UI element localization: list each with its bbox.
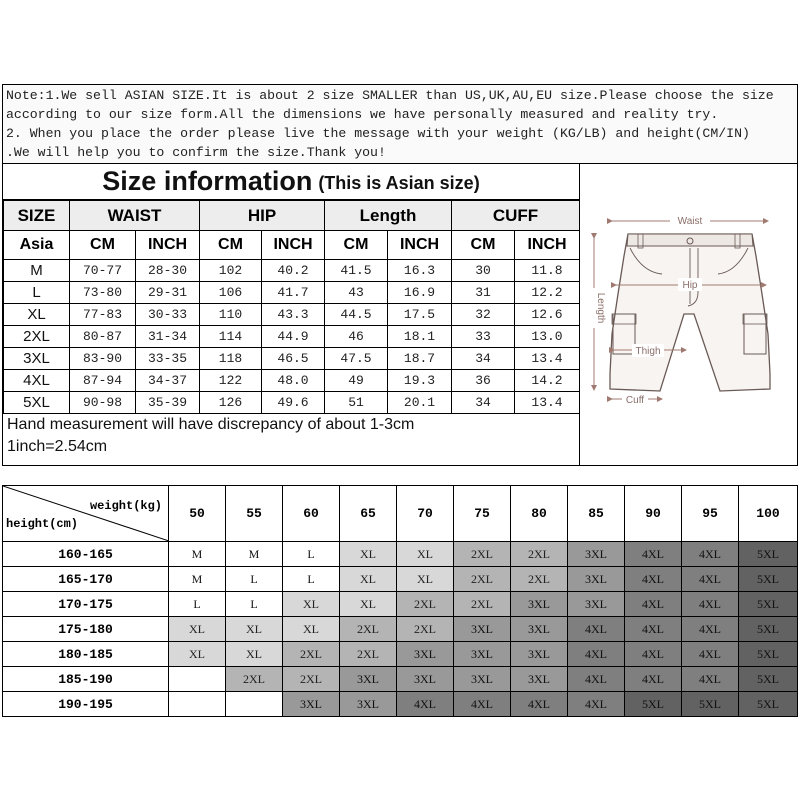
height-row [3, 567, 798, 592]
size-value-cell: 31 [452, 282, 515, 304]
weight-header-cell: 60 [283, 486, 340, 542]
weight-header-cell: 65 [340, 486, 397, 542]
size-value-cell: 36 [452, 370, 515, 392]
size-value-cell: 83-90 [70, 348, 136, 370]
size-value-cell: 30 [452, 260, 515, 282]
corner-diagonal [3, 486, 169, 541]
size-recommendation-cell: 3XL [511, 617, 568, 642]
size-recommendation-cell: 4XL [682, 642, 739, 667]
size-recommendation-cell: XL [397, 542, 454, 567]
size-info-subtitle: (This is Asian size) [318, 173, 480, 193]
size-label-cell: 2XL [4, 326, 70, 348]
size-row [4, 260, 580, 282]
size-value-cell: 40.2 [262, 260, 325, 282]
size-recommendation-cell: 4XL [682, 542, 739, 567]
height-range-cell: 185-190 [3, 667, 169, 692]
size-info-title [3, 164, 579, 200]
size-recommendation-cell: 3XL [283, 692, 340, 717]
weight-axis-label: weight(kg) [89, 499, 162, 513]
size-recommendation-cell: 4XL [625, 642, 682, 667]
size-value-cell: 41.5 [325, 260, 388, 282]
size-recommendation-cell: XL [169, 642, 226, 667]
size-recommendation-cell: 3XL [511, 667, 568, 692]
size-recommendation-cell: 3XL [397, 642, 454, 667]
size-recommendation-cell: XL [340, 592, 397, 617]
size-value-cell: 20.1 [388, 392, 452, 414]
sub-header-cell: Asia [4, 231, 70, 260]
size-value-cell: 122 [200, 370, 262, 392]
size-value-cell: 44.9 [262, 326, 325, 348]
inch-conversion-note: 1inch=2.54cm [7, 438, 108, 455]
weight-header-cell: 55 [226, 486, 283, 542]
size-value-cell: 19.3 [388, 370, 452, 392]
group-waist: WAIST [70, 201, 200, 231]
weight-header-cell: 50 [169, 486, 226, 542]
size-value-cell: 70-77 [70, 260, 136, 282]
size-recommendation-cell: 2XL [511, 567, 568, 592]
size-recommendation-cell: XL [226, 617, 283, 642]
size-recommendation-cell: 3XL [397, 667, 454, 692]
weight-header-cell: 100 [739, 486, 798, 542]
shorts-diagram [579, 163, 798, 466]
size-value-cell: 12.2 [515, 282, 580, 304]
size-value-cell: 80-87 [70, 326, 136, 348]
size-recommendation-cell: 4XL [682, 592, 739, 617]
size-row [4, 348, 580, 370]
size-recommendation-cell: 3XL [454, 617, 511, 642]
size-value-cell: 32 [452, 304, 515, 326]
size-row [4, 304, 580, 326]
size-label-cell: 3XL [4, 348, 70, 370]
size-value-cell: 46 [325, 326, 388, 348]
size-recommendation-cell: 3XL [340, 692, 397, 717]
size-value-cell: 29-31 [136, 282, 200, 304]
size-recommendation-cell: 2XL [397, 592, 454, 617]
size-info-panel [2, 163, 580, 466]
sub-header-cell: CM [325, 231, 388, 260]
group-length: Length [325, 201, 452, 231]
size-label-cell: L [4, 282, 70, 304]
size-recommendation-cell: 2XL [454, 567, 511, 592]
size-value-cell: 34 [452, 392, 515, 414]
size-value-cell: 106 [200, 282, 262, 304]
size-recommendation-cell: L [226, 592, 283, 617]
size-value-cell: 18.1 [388, 326, 452, 348]
size-table [3, 200, 580, 414]
height-row [3, 692, 798, 717]
size-recommendation-cell: 4XL [511, 692, 568, 717]
size-recommendation-cell: 3XL [568, 567, 625, 592]
size-value-cell: 49.6 [262, 392, 325, 414]
size-value-cell: 34 [452, 348, 515, 370]
note-line-1: Note:1.We sell ASIAN SIZE.It is about 2 size SMALLER than US,UK,AU,EU size.Please choose the size [6, 88, 774, 103]
size-value-cell: 18.7 [388, 348, 452, 370]
size-recommendation-cell: 5XL [739, 567, 798, 592]
thigh-label: Thigh [635, 346, 661, 357]
size-value-cell: 34-37 [136, 370, 200, 392]
cuff-label: Cuff [625, 395, 645, 406]
size-recommendation-cell: 3XL [568, 592, 625, 617]
size-recommendation-cell: 2XL [454, 542, 511, 567]
sub-header-cell: CM [70, 231, 136, 260]
size-recommendation-cell: 5XL [739, 667, 798, 692]
height-axis-label: height(cm) [6, 517, 79, 531]
size-value-cell: 33-35 [136, 348, 200, 370]
hand-measure-note: Hand measurement will have discrepancy of about 1-3cm [7, 416, 415, 433]
size-value-cell: 28-30 [136, 260, 200, 282]
size-recommendation-cell: M [226, 542, 283, 567]
height-row [3, 542, 798, 567]
height-range-cell: 160-165 [3, 542, 169, 567]
size-recommendation-cell: 2XL [283, 642, 340, 667]
size-recommendation-cell: M [169, 567, 226, 592]
size-value-cell: 77-83 [70, 304, 136, 326]
height-range-cell: 180-185 [3, 642, 169, 667]
size-recommendation-cell: L [226, 567, 283, 592]
size-value-cell: 13.4 [515, 392, 580, 414]
size-recommendation-cell: M [169, 542, 226, 567]
size-recommendation-cell: 5XL [739, 642, 798, 667]
size-recommendation-cell: 3XL [511, 642, 568, 667]
weight-header-cell: 85 [568, 486, 625, 542]
size-recommendation-cell: 2XL [511, 542, 568, 567]
size-value-cell: 31-34 [136, 326, 200, 348]
size-value-cell: 12.6 [515, 304, 580, 326]
size-recommendation-cell: 4XL [682, 667, 739, 692]
size-value-cell: 17.5 [388, 304, 452, 326]
size-value-cell: 35-39 [136, 392, 200, 414]
size-recommendation-cell: 5XL [682, 692, 739, 717]
height-row [3, 667, 798, 692]
size-note [2, 84, 798, 164]
shorts-diagram-image [580, 164, 797, 465]
size-recommendation-cell: 3XL [454, 642, 511, 667]
size-value-cell: 14.2 [515, 370, 580, 392]
size-value-cell: 51 [325, 392, 388, 414]
size-recommendation-cell: 2XL [283, 667, 340, 692]
size-recommendation-cell: 4XL [568, 642, 625, 667]
size-recommendation-cell: 3XL [511, 592, 568, 617]
sub-header-cell: INCH [136, 231, 200, 260]
size-value-cell: 48.0 [262, 370, 325, 392]
weight-height-chart [2, 485, 798, 717]
height-row [3, 617, 798, 642]
size-recommendation-cell: 4XL [568, 667, 625, 692]
size-recommendation-cell: 2XL [226, 667, 283, 692]
size-recommendation-cell: L [169, 592, 226, 617]
size-recommendation-cell: 5XL [739, 617, 798, 642]
size-recommendation-cell: 4XL [625, 667, 682, 692]
size-value-cell: 73-80 [70, 282, 136, 304]
size-recommendation-cell: 4XL [682, 567, 739, 592]
length-label: Length [595, 292, 606, 324]
note-line-2: according to our size form.All the dimensions we have personally measured and reality try. [6, 107, 719, 122]
height-range-cell: 170-175 [3, 592, 169, 617]
size-recommendation-cell: 2XL [340, 642, 397, 667]
size-value-cell: 33 [452, 326, 515, 348]
size-value-cell: 30-33 [136, 304, 200, 326]
size-recommendation-cell: 5XL [739, 692, 798, 717]
size-table-group-header [4, 201, 580, 231]
size-recommendation-cell: 4XL [568, 617, 625, 642]
size-value-cell: 11.8 [515, 260, 580, 282]
note-line-4: .We will help you to confirm the size.Thank you! [6, 145, 386, 160]
size-recommendation-cell: 5XL [739, 592, 798, 617]
size-value-cell: 43 [325, 282, 388, 304]
size-label-cell: M [4, 260, 70, 282]
size-recommendation-cell: 4XL [625, 617, 682, 642]
size-recommendation-cell: XL [169, 617, 226, 642]
size-recommendation-cell: 4XL [682, 617, 739, 642]
size-value-cell: 46.5 [262, 348, 325, 370]
size-recommendation-cell: 3XL [340, 667, 397, 692]
size-value-cell: 13.4 [515, 348, 580, 370]
weight-chart-body [3, 542, 798, 717]
size-value-cell: 102 [200, 260, 262, 282]
height-range-cell: 190-195 [3, 692, 169, 717]
size-recommendation-cell: 4XL [625, 592, 682, 617]
size-value-cell: 44.5 [325, 304, 388, 326]
size-value-cell: 90-98 [70, 392, 136, 414]
size-value-cell: 110 [200, 304, 262, 326]
size-recommendation-cell: 5XL [625, 692, 682, 717]
size-recommendation-cell: XL [283, 617, 340, 642]
weight-header-cell: 95 [682, 486, 739, 542]
size-value-cell: 126 [200, 392, 262, 414]
size-value-cell: 47.5 [325, 348, 388, 370]
size-value-cell: 43.3 [262, 304, 325, 326]
size-recommendation-cell: 4XL [625, 542, 682, 567]
size-recommendation-cell: XL [397, 567, 454, 592]
size-value-cell: 49 [325, 370, 388, 392]
note-line-3: 2. When you place the order please live the message with your weight (KG/LB) and height(CM/IN) [6, 126, 750, 141]
size-value-cell: 114 [200, 326, 262, 348]
size-recommendation-cell: L [283, 542, 340, 567]
height-range-cell: 165-170 [3, 567, 169, 592]
size-recommendation-cell: 2XL [397, 617, 454, 642]
sub-header-cell: INCH [515, 231, 580, 260]
size-recommendation-cell: XL [283, 592, 340, 617]
height-row [3, 642, 798, 667]
size-recommendation-cell [169, 692, 226, 717]
size-table-body [4, 260, 580, 414]
sub-header-cell: CM [200, 231, 262, 260]
size-row [4, 282, 580, 304]
size-recommendation-cell: XL [340, 567, 397, 592]
chart-corner [3, 486, 169, 542]
weight-header-cell: 75 [454, 486, 511, 542]
size-row [4, 370, 580, 392]
size-value-cell: 41.7 [262, 282, 325, 304]
size-recommendation-cell: 2XL [340, 617, 397, 642]
sub-header-cell: INCH [262, 231, 325, 260]
group-size: SIZE [4, 201, 70, 231]
hip-label: Hip [682, 280, 698, 291]
size-label-cell: 5XL [4, 392, 70, 414]
height-range-cell: 175-180 [3, 617, 169, 642]
size-recommendation-cell: 3XL [568, 542, 625, 567]
sub-header-cell: CM [452, 231, 515, 260]
size-recommendation-cell [226, 692, 283, 717]
size-recommendation-cell: 2XL [454, 592, 511, 617]
size-value-cell: 118 [200, 348, 262, 370]
weight-header-row [3, 486, 798, 542]
weight-header-cell: 90 [625, 486, 682, 542]
waist-label: Waist [677, 216, 703, 227]
group-cuff: CUFF [452, 201, 580, 231]
size-value-cell: 87-94 [70, 370, 136, 392]
size-table-sub-header [4, 231, 580, 260]
size-info-heading: Size information [102, 166, 313, 196]
size-row [4, 392, 580, 414]
size-recommendation-cell: XL [226, 642, 283, 667]
size-recommendation-cell [169, 667, 226, 692]
weight-header-cell: 80 [511, 486, 568, 542]
group-hip: HIP [200, 201, 325, 231]
size-recommendation-cell: 4XL [568, 692, 625, 717]
size-value-cell: 13.0 [515, 326, 580, 348]
size-row [4, 326, 580, 348]
height-row [3, 592, 798, 617]
size-recommendation-cell: 3XL [454, 667, 511, 692]
size-value-cell: 16.3 [388, 260, 452, 282]
size-recommendation-cell: 4XL [454, 692, 511, 717]
size-recommendation-cell: XL [340, 542, 397, 567]
weight-header-cell: 70 [397, 486, 454, 542]
size-recommendation-cell: 5XL [739, 542, 798, 567]
size-label-cell: XL [4, 304, 70, 326]
size-recommendation-cell: 4XL [397, 692, 454, 717]
size-recommendation-cell: 4XL [625, 567, 682, 592]
sub-header-cell: INCH [388, 231, 452, 260]
size-value-cell: 16.9 [388, 282, 452, 304]
size-recommendation-cell: L [283, 567, 340, 592]
size-label-cell: 4XL [4, 370, 70, 392]
